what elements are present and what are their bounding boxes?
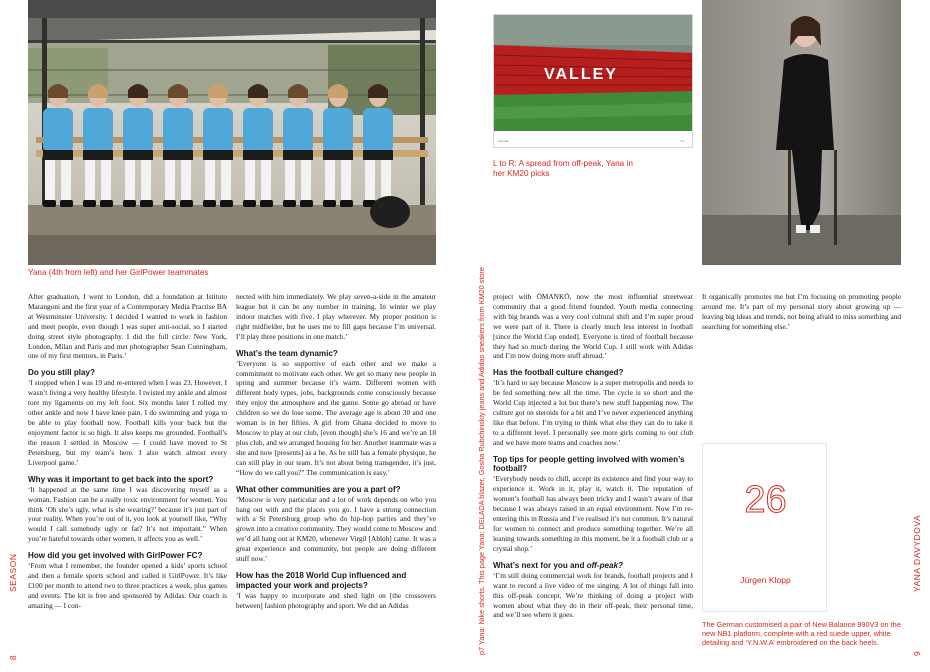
question-heading: What’s the team dynamic? — [236, 348, 338, 358]
photos-caption: L to R: A spread from off-peak, Yana in her KM20 picks — [493, 159, 633, 178]
shoe-number: 26 — [744, 479, 787, 521]
yana-portrait-photo — [702, 0, 901, 265]
left-column-1 — [28, 292, 227, 611]
question-heading: Top tips for people getting involved with women’s football? — [493, 454, 685, 474]
spread-footer-right: Y.K. — [680, 139, 686, 143]
question-heading: Do you still play? — [28, 368, 96, 378]
spread-footer-left: off-peak — [498, 139, 509, 143]
right-column-1 — [493, 292, 693, 620]
left-side-label: SEASON — [8, 553, 18, 592]
body-paragraph: ‘Everybody needs to chill, accept its existence and find your way to experience it. Work in it, play it, watch it. The reputation of women’s football has always been tricky and I wasn’t aware of that because I was always raised in an equal environment. Now I’m re-entering this in Russia and I’ve realised it’s not common. It’s natural for women to connect and produce something together. We’re all leaning towards something in this moment, be it a football club or a crystal shop.’ — [493, 474, 693, 553]
right-column-2 — [702, 292, 901, 332]
body-paragraph: ‘I’m still doing commercial work for brands, football projects and I want to record a live video of me singing. A lot of things fall into this off-peak concept. We’re thinking of doing a project with women about what they do in their off-peak, their personal time, and we’ll see where it goes. — [493, 570, 693, 620]
team-photo-caption: Yana (4th from left) and her GirlPower teammates — [28, 268, 209, 277]
body-paragraph: ‘I stopped when I was 19 and re-entered when I was 23. However, I wasn’t living a very healthy lifestyle. I twisted my ankle and almost tore my ligaments on my left foot. Six months later I rolled my other ankle and now I have knee pain. I do swimming and yoga to be able to play football now. Football kills your back but the enjoyment factor is so high. It also keeps me grounded. Football’s the reason I settled in Moscow — I could have moved to St Petersburg, but my team’s here. I also watch almost every Liverpool game.’ — [28, 378, 227, 467]
photo-credit-vertical: p7 Yana: Nike shorts. This page Yana: DELADA blazer, Gosha Rubchinskiy jeans and Adidas sneakers from KM20 store — [477, 267, 486, 655]
body-paragraph: nected with him immediately. We play seven-a-side in the amateur league but it can be any number in training. In winter we play indoor matches with five. I play wherever. My proper position is right midfielder, but he uses me to fill gaps because I’m universal. I’ll play three positions in one match.’ — [236, 292, 436, 341]
left-page-number: 8 — [8, 655, 18, 660]
shoe-caption: The German customised a pair of New Balance 990V3 on the new NB1 platform, complete with a red suede upper, white detailing and ‘Y.N.W.A’ embroidered on the back heels. — [702, 620, 901, 647]
shoe-player-name: Jürgen Klopp — [740, 575, 791, 585]
body-paragraph: ‘It’s hard to say because Moscow is a super metropolis and needs to be fed something new all the time. The cycle is so short and the World Cup injected a lot but there’s new stuff happening now. The culture got on steroids for a bit and I’ve never experienced anything like that before. I’m trying to think what else they can do to take it to a different level. I personally see more girls coming to our club and we have more teams and coaches now.’ — [493, 378, 693, 447]
question-heading: Has the football culture changed? — [493, 368, 624, 378]
shoe-card — [702, 443, 827, 612]
question-heading: How did you get involved with GirlPower FC? — [28, 551, 203, 561]
body-paragraph: ‘I was happy to incorporate and shed light on [the crossovers between] fashion photography and sport. We did an Adidas — [236, 590, 436, 610]
question-heading: What’s next for you and off-peak? — [493, 560, 623, 570]
offpeak-spread-photo — [493, 14, 693, 148]
body-paragraph: ‘Moscow is very particular and a lot of work depends on who you hang out with and the places you go. I have a strong connection with a St Petersburg group who do hip-hop parties and they’ve grown into a creative community. They would come to Moscow and we’d all hang out at KM20, whenever Virgil [Abloh] came. It was a great experience and community, but people are doing different stuff now.’ — [236, 494, 436, 564]
question-heading: What other communities are you a part of? — [236, 484, 401, 494]
left-column-2 — [236, 292, 436, 610]
body-paragraph: After graduation, I went to London, did a foundation at Istituto Marangoni and the first year of a Contemporary Media Practise BA at Westminster University. I decided I wanted to work in fashion and meet people, even though I was super anti-social, so I started doing street style photography. I did the full circle: New York, London, Milan and Paris and met photographer Sean Cunningham, one of my first mentors, in Paris.’ — [28, 292, 227, 361]
right-side-label: YANA DAVYDOVA — [912, 514, 922, 592]
body-paragraph: ‘It happened at the same time I was discovering myself as a woman. Fashion can be a really toxic environment for women. You think ‘Oh she’s ugly, what is she wearing?’ because it’s just part of your reality. When you’re out of it, you look at yourself like, “Why would I call somebody ugly or fat? It’s not important.” When you’re hateful towards other women, it affects you as well.’ — [28, 484, 227, 544]
spread-stadium-word: VALLEY — [544, 66, 618, 83]
body-paragraph: project with ÖMANKÖ, now the most influential streetwear community that a good friend founded. Youth media connecting with big brands was a very cool cultural shift and I’m super proud we were part of it. There is clearly much less interest in football [since the World Cup ended]. Everyone is tired of football because they had so much during the World Cup. I still work with Adidas and I’m now doing more stuff abroad.’ — [493, 292, 693, 361]
question-heading: How has the 2018 World Cup influenced and impacted your work and projects? — [236, 570, 407, 590]
question-heading: Why was it important to get back into the sport? — [28, 474, 214, 484]
body-paragraph: It organically promotes me but I’m focusing on promoting people around me. It’s part of my personal story about growing up — leaving big ideas and trends, not being afraid to miss something and searching for something else.’ — [702, 292, 901, 331]
body-paragraph: ‘From what I remember, the founder opened a kids’ sports school and then a female sports school and called it GirlPower. It’s like £100 per month to attend two to three practices a week, plus games and events. The kit is free and sponsored by Adidas. Our coach is amazing — I con- — [28, 561, 227, 610]
body-paragraph: ‘Everyone is so supportive of each other and we make a commitment to motivate each other. We get so many new people in spring and summer because it’s warm. Different women with different body types, jobs, backgrounds come consciously because they enjoy the atmosphere and the game. Some go abroad or have children so we do lose some. The average age is about 30 and one woman is in her fifties. A girl from Ghana decided to move to Moscow to play at our club, [even though] she’s 16 and we’re an 18 plus club, and we arranged housing for her. Another teammate was a she and now [presents] as a he. As he still has a female physique, he can still play in our team. It’s not about being transgender, it’s just, “How do we call you?” The communication is easy.’ — [236, 358, 436, 477]
team-photo — [28, 0, 436, 265]
right-page-number: 9 — [912, 651, 922, 656]
